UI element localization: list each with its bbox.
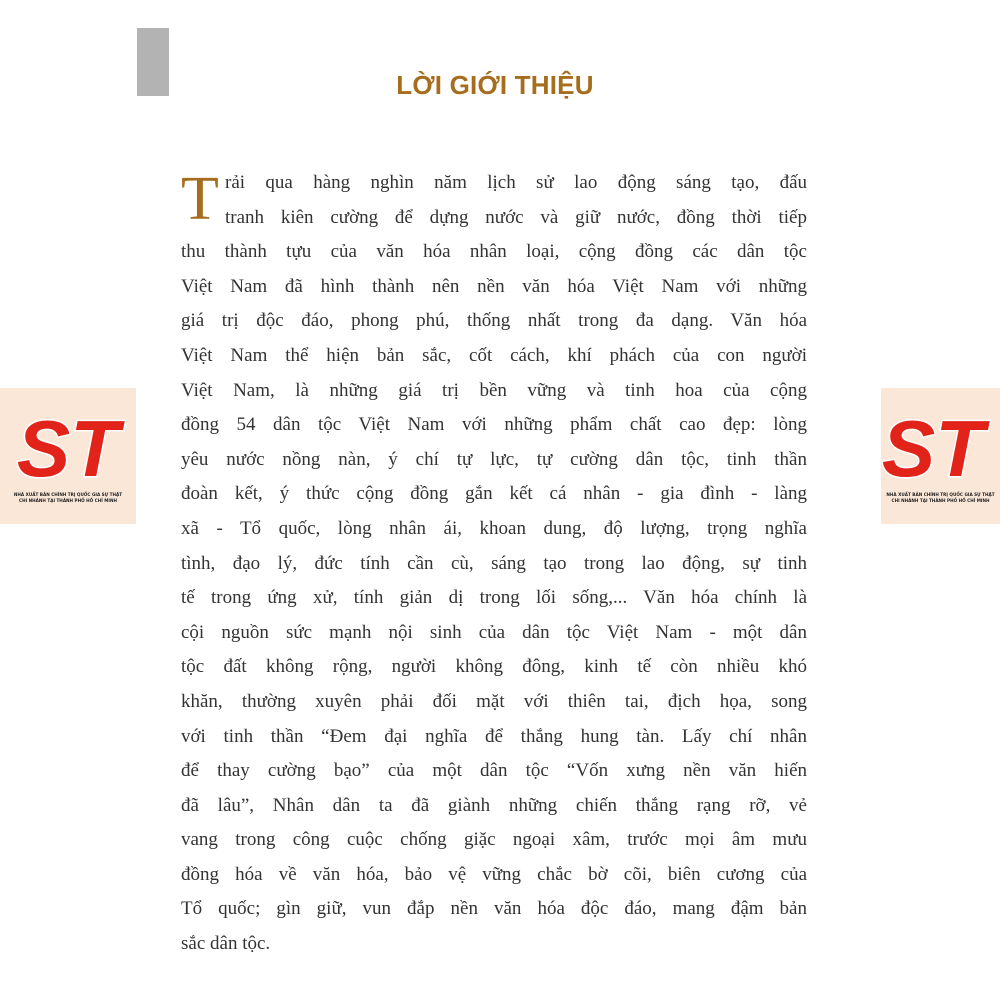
- text-line: cội nguồn sức mạnh nội sinh của dân tộc Việt Nam - một dân: [181, 621, 807, 643]
- text-line: tế trong ứng xử, tính giản dị trong lối sống,... Văn hóa chính là: [181, 587, 807, 609]
- publisher-branch: CHI NHÁNH TẠI THÀNH PHỐ HỒ CHÍ MINH: [19, 498, 117, 503]
- text-line: tộc đất không rộng, người không đông, kinh tế còn nhiều khó: [181, 656, 807, 678]
- logo-text: ST: [16, 404, 120, 493]
- text-line: đoàn kết, ý thức cộng đồng gắn kết cá nhân - gia đình - làng: [181, 483, 807, 505]
- text-line: rải qua hàng nghìn năm lịch sử lao động sáng tạo, đấu: [225, 172, 807, 193]
- text-line: Tổ quốc; gìn giữ, vun đắp nền văn hóa độc đáo, mang đậm bản: [181, 898, 807, 920]
- text-line: tranh kiên cường để dựng nước và giữ nước, đồng thời tiếp: [225, 206, 807, 228]
- text-line: vang trong công cuộc chống giặc ngoại xâm, trước mọi âm mưu: [181, 829, 807, 851]
- text-line: để thay cường bạo” của một dân tộc “Vốn xưng nền văn hiến: [181, 760, 807, 782]
- text-line: với tinh thần “Đem đại nghĩa để thắng hung tàn. Lấy chí nhân: [181, 725, 807, 747]
- text-line: khăn, thường xuyên phải đối mặt với thiên tai, địch họa, song: [181, 690, 807, 712]
- text-line: tình, đạo lý, đức tính cần cù, sáng tạo trong lao động, sự tinh: [181, 552, 807, 574]
- publisher-name: NHÀ XUẤT BẢN CHÍNH TRỊ QUỐC GIA SỰ THẬT: [886, 492, 995, 497]
- text-line: thu thành tựu của văn hóa nhân loại, cộng đồng các dân tộc: [181, 241, 807, 263]
- text-line: giá trị độc đáo, phong phú, thống nhất trong đa dạng. Văn hóa: [181, 310, 807, 332]
- gray-page-tab: [137, 28, 169, 96]
- text-line: sắc dân tộc.: [181, 933, 271, 955]
- publisher-branch: CHI NHÁNH TẠI THÀNH PHỐ HỒ CHÍ MINH: [891, 498, 990, 503]
- introduction-body: [181, 166, 807, 962]
- publisher-watermark-left: [0, 388, 136, 524]
- st-logo-icon: [16, 398, 120, 493]
- text-line: đồng hóa về văn hóa, bảo vệ vững chắc bờ cõi, biên cương của: [181, 863, 807, 885]
- text-line: Việt Nam, là những giá trị bền vững và tinh hoa của cộng: [181, 379, 807, 401]
- publisher-caption: [0, 492, 136, 504]
- publisher-watermark-right: [881, 388, 1000, 524]
- text-line: đồng 54 dân tộc Việt Nam với những phẩm chất cao đẹp: lòng: [181, 414, 807, 436]
- text-line: yêu nước nồng nàn, ý chí tự lực, tự cường dân tộc, tinh thần: [181, 448, 807, 470]
- publisher-caption: [881, 492, 1000, 504]
- text-line: đã lâu”, Nhân dân ta đã giành những chiến thắng rạng rỡ, vẻ: [181, 794, 807, 816]
- page-title: LỜI GIỚI THIỆU: [396, 70, 594, 100]
- drop-cap: T: [181, 165, 219, 233]
- publisher-name: NHÀ XUẤT BẢN CHÍNH TRỊ QUỐC GIA SỰ THẬT: [13, 492, 123, 497]
- logo-text: ST: [881, 404, 985, 493]
- st-logo-icon: [881, 398, 985, 493]
- text-line: xã - Tổ quốc, lòng nhân ái, khoan dung, độ lượng, trọng nghĩa: [181, 517, 807, 539]
- text-line: Việt Nam thể hiện bản sắc, cốt cách, khí phách của con người: [181, 344, 807, 366]
- text-line: Việt Nam đã hình thành nên nền văn hóa Việt Nam với những: [181, 275, 807, 297]
